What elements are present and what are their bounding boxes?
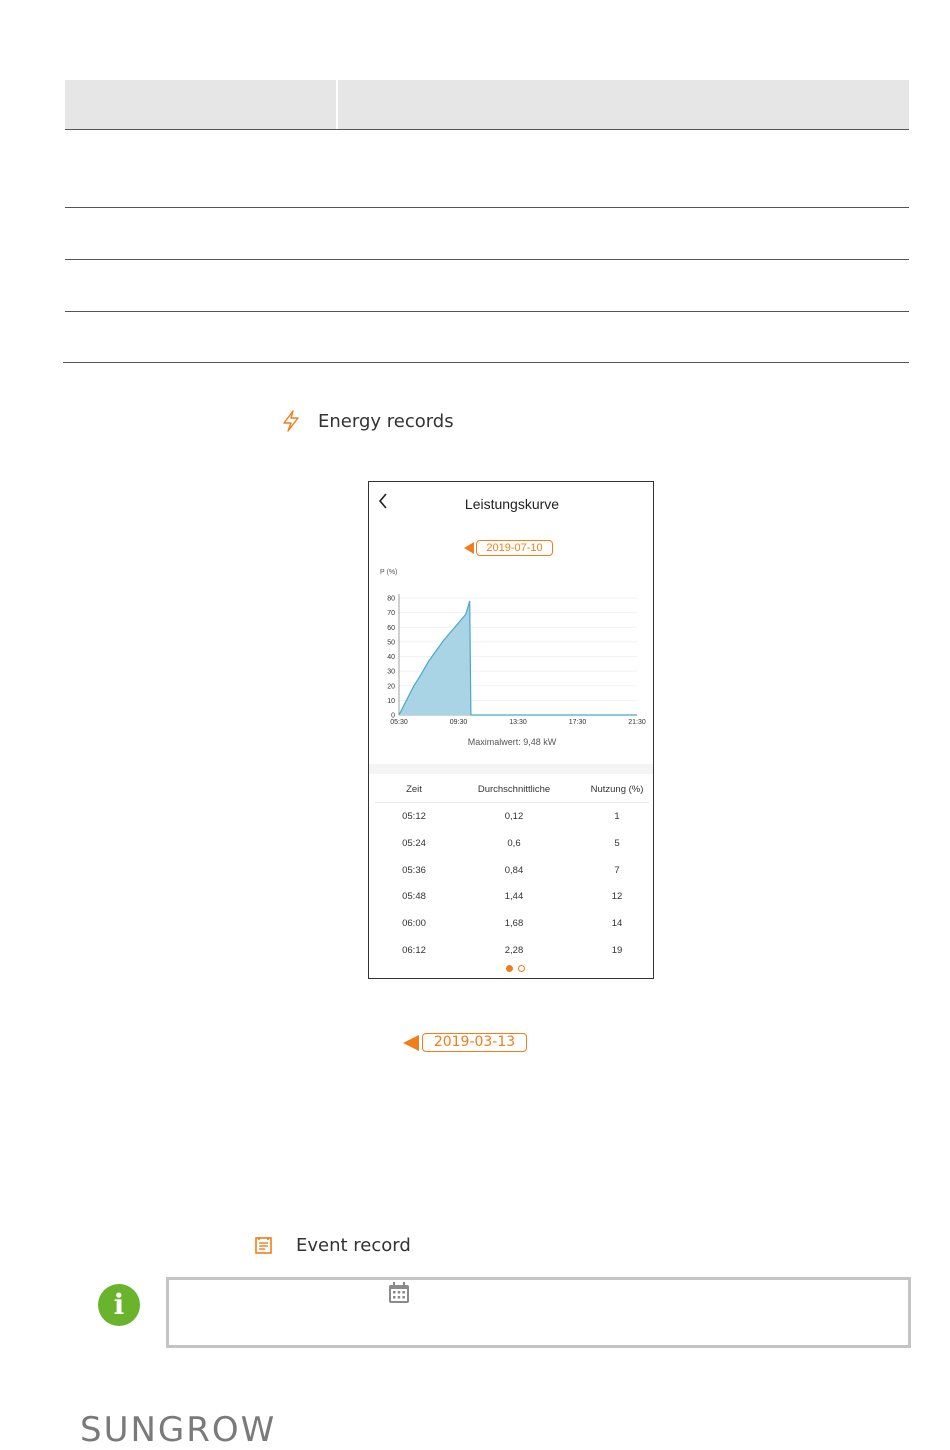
table-row-line — [65, 129, 909, 130]
cell-time: 06:00 — [402, 918, 426, 930]
table-header-divider — [336, 80, 338, 130]
table-row-line — [65, 207, 909, 208]
table-header-separator — [375, 802, 649, 803]
table-row — [369, 891, 654, 917]
series-area — [399, 601, 637, 715]
table-bottom-line — [63, 362, 909, 363]
col-header-usage: Nutzung (%) — [590, 784, 644, 795]
cell-average: 0,84 — [504, 864, 524, 876]
sungrow-logo: SUNGROW — [80, 1410, 277, 1450]
x-tick-label: 13:30 — [509, 719, 527, 726]
power-curve-chart — [369, 564, 654, 734]
calendar-icon — [387, 1281, 411, 1305]
cell-time: 05:48 — [402, 891, 426, 903]
cell-average: 1,68 — [504, 918, 524, 930]
bolt-icon — [281, 410, 301, 432]
date-value[interactable]: 2019-03-13 — [422, 1033, 527, 1052]
y-tick-label: 20 — [387, 683, 395, 691]
page-dot-inactive[interactable] — [518, 965, 525, 972]
cell-time: 06:12 — [402, 945, 426, 956]
cell-time: 05:12 — [402, 811, 426, 822]
section-divider — [369, 764, 654, 774]
energy-records-label: Energy records — [318, 411, 454, 432]
cell-usage: 1 — [614, 811, 620, 822]
x-tick-label: 17:30 — [568, 719, 587, 726]
event-list-icon — [254, 1235, 274, 1255]
cell-average: 0,12 — [504, 811, 524, 822]
y-axis-label: P (%) — [380, 569, 398, 576]
y-tick-label: 80 — [387, 595, 395, 603]
table-row — [369, 838, 654, 864]
x-tick-label: 09:30 — [449, 719, 468, 726]
max-value-label: Maximalwert: 9,48 kW — [467, 737, 557, 747]
prev-date-icon[interactable] — [464, 542, 474, 554]
cell-time: 05:24 — [402, 837, 426, 849]
cell-usage: 5 — [614, 837, 620, 849]
y-tick-label: 40 — [387, 654, 395, 661]
cell-time: 05:36 — [402, 864, 426, 876]
table-row — [369, 811, 654, 837]
app-screenshot — [368, 481, 654, 979]
prev-date-icon[interactable] — [403, 1035, 419, 1051]
page-dot-active[interactable] — [506, 965, 513, 972]
cell-average: 2,28 — [504, 945, 524, 956]
cell-usage: 12 — [611, 891, 623, 903]
cell-usage: 7 — [614, 864, 620, 876]
table-header — [65, 80, 909, 130]
x-tick-label: 05:30 — [390, 719, 408, 726]
note-box — [166, 1277, 911, 1348]
cell-usage: 14 — [611, 918, 623, 930]
cell-usage: 19 — [611, 945, 623, 956]
table-row-line — [65, 259, 909, 260]
y-tick-label: 70 — [387, 610, 395, 618]
cell-average: 1,44 — [504, 891, 524, 903]
y-tick-label: 30 — [387, 668, 395, 676]
cell-average: 0,6 — [507, 837, 521, 849]
date-value[interactable]: 2019-07-10 — [476, 540, 553, 556]
event-record-label: Event record — [296, 1235, 411, 1256]
y-tick-label: 50 — [387, 639, 395, 647]
info-icon: i — [98, 1284, 140, 1326]
table-row — [369, 918, 654, 944]
col-header-average: Durchschnittliche — [477, 784, 551, 795]
y-tick-label: 0 — [391, 712, 395, 720]
y-tick-label: 10 — [387, 697, 395, 705]
parameter-table — [65, 80, 909, 364]
y-tick-label: 60 — [387, 624, 395, 632]
screen-title: Leistungskurve — [464, 496, 560, 512]
x-tick-label: 21:30 — [628, 719, 646, 726]
col-header-time: Zeit — [406, 784, 422, 795]
table-row-line — [65, 311, 909, 312]
table-row — [369, 865, 654, 891]
